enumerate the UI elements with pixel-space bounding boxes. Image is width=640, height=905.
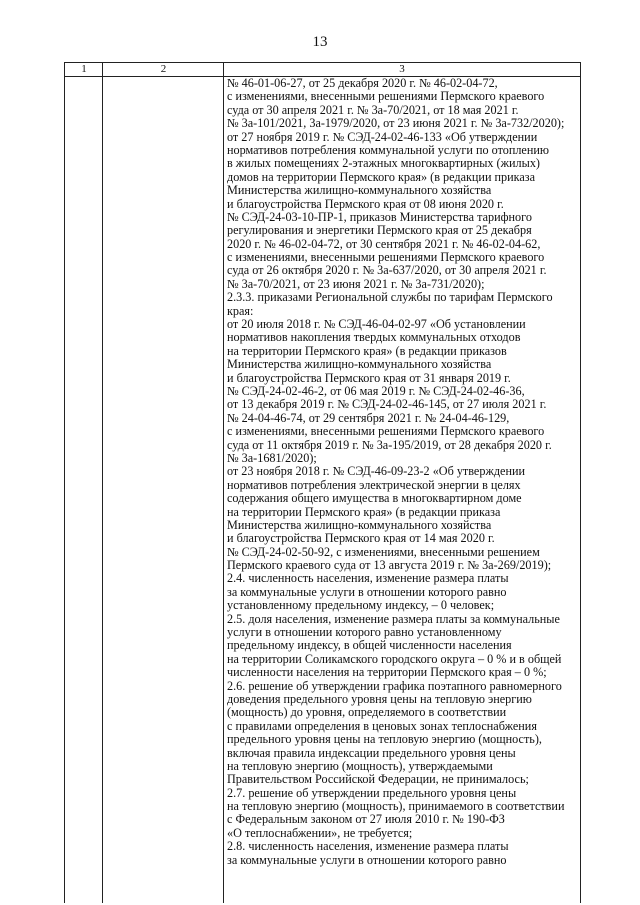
text-line: Правительством Российской Федерации, не принималось; <box>227 773 529 787</box>
text-line: № 3а-70/2021, от 23 июня 2021 г. № 3а-731/2020); <box>227 277 485 291</box>
text-line: суда от 26 октября 2020 г. № 3а-637/2020, от 30 апреля 2021 г. <box>227 264 547 278</box>
text-line: включая правила индексации предельного уровня цены <box>227 746 516 760</box>
text-line: суда от 30 апреля 2021 г. № 3а-70/2021, от 18 мая 2021 г. <box>227 103 519 117</box>
text-line: № СЭД-24-02-46-2, от 06 мая 2019 г. № СЭД-24-02-46-36, <box>227 384 525 398</box>
text-line: от 20 июля 2018 г. № СЭД-46-04-02-97 «Об установлении <box>227 318 526 332</box>
column-divider-2 <box>223 63 224 903</box>
text-line: предельного уровня цены на тепловую энергию (мощность), <box>227 733 542 747</box>
text-line: (мощность) до уровня, определяемого в соответствии <box>227 706 507 720</box>
text-line: № 3а-101/2021, 3а-1979/2020, от 23 июня 2021 г. № 3а-732/2020); <box>227 117 565 131</box>
text-line: с правилами определения в ценовых зонах теплоснабжения <box>227 719 537 733</box>
text-line: содержания общего имущества в многоквартирном доме <box>227 492 522 506</box>
text-line: Министерства жилищно-коммунального хозяйства <box>227 358 492 372</box>
text-line: установленному предельному индексу, – 0 человек; <box>227 599 495 613</box>
text-line: на территории Соликамского городского округа – 0 % и в общей <box>227 652 562 666</box>
text-line: № 24-04-46-74, от 29 сентября 2021 г. № 24-04-46-129, <box>227 411 510 425</box>
table-header-row <box>65 63 580 77</box>
text-line: нормативов накопления твердых коммунальных отходов <box>227 331 521 345</box>
text-line: нормативов потребления коммунальной услуги по отоплению <box>227 143 549 157</box>
text-line: 2.8. численность населения, изменение размера платы <box>227 840 509 854</box>
text-line: 2.6. решение об утверждении графика поэтапного равномерного <box>227 679 562 693</box>
text-line: предельному индексу, в общей численности населения <box>227 639 512 653</box>
text-line: услуги в отношении которого равно установленному <box>227 626 502 640</box>
text-line: № 3а-1681/2020); <box>227 451 317 465</box>
text-line: № СЭД-24-02-50-92, с изменениями, внесенными решением <box>227 545 540 559</box>
text-line: за коммунальные услуги в отношении которого равно <box>227 853 507 867</box>
text-line: доведения предельного уровня цены на тепловую энергию <box>227 692 532 706</box>
column-header-1: 1 <box>81 63 87 75</box>
page-number: 13 <box>312 34 328 50</box>
text-line: и благоустройства Пермского края от 31 января 2019 г. <box>227 371 511 385</box>
text-line: на тепловую энергию (мощность), принимаемого в соответствии <box>227 800 565 814</box>
column-header-2: 2 <box>160 63 167 75</box>
text-line: на территории Пермского края» (в редакции приказов <box>227 344 507 358</box>
text-line: домов на территории Пермского края» (в редакции приказа <box>227 170 536 184</box>
document-table <box>64 62 581 903</box>
text-line: Министерства жилищно-коммунального хозяйства <box>227 184 492 198</box>
text-line: на территории Пермского края» (в редакции приказа <box>227 505 501 519</box>
text-line: 2.3.3. приказами Региональной службы по тарифам Пермского <box>227 291 553 305</box>
text-line: от 13 декабря 2019 г. № СЭД-24-02-46-145, от 27 июля 2021 г. <box>227 398 547 412</box>
text-line: с изменениями, внесенными решениями Пермского краевого <box>227 90 545 104</box>
text-line: 2.5. доля населения, изменение размера платы за коммунальные <box>227 612 560 626</box>
text-line: 2.7. решение об утверждении предельного уровня цены <box>227 786 517 800</box>
text-line: с изменениями, внесенными решениями Пермского краевого <box>227 425 545 439</box>
text-line: за коммунальные услуги в отношении которого равно <box>227 585 507 599</box>
text-line: регулирования и энергетики Пермского края от 25 декабря <box>227 224 532 238</box>
text-line: с Федеральным законом от 27 июля 2010 г. № 190-ФЗ <box>227 813 505 827</box>
text-line: Пермского краевого суда от 13 августа 2019 г. № 3а-269/2019); <box>227 559 552 573</box>
text-line: нормативов потребления электрической энергии в целях <box>227 478 521 492</box>
column-divider-1 <box>102 63 103 903</box>
column-3-text <box>227 77 577 867</box>
text-line: от 23 ноября 2018 г. № СЭД-46-09-23-2 «Об утверждении <box>227 465 526 479</box>
text-line: и благоустройства Пермского края от 14 мая 2020 г. <box>227 532 495 546</box>
text-line: № 46-01-06-27, от 25 декабря 2020 г. № 46-02-04-72, <box>227 77 498 90</box>
text-line: края: <box>227 304 254 318</box>
column-header-3: 3 <box>399 63 405 75</box>
text-line: с изменениями, внесенными решениями Пермского краевого <box>227 251 545 265</box>
text-line: Министерства жилищно-коммунального хозяйства <box>227 518 492 532</box>
text-line: «О теплоснабжении», не требуется; <box>227 826 413 840</box>
text-line: в жилых помещениях 2-этажных многоквартирных (жилых) <box>227 157 540 171</box>
text-line: на тепловую энергию (мощность), утверждаемыми <box>227 759 493 773</box>
text-line: 2.4. численность населения, изменение размера платы <box>227 572 509 586</box>
text-line: суда от 11 октября 2019 г. № 3а-195/2019, от 28 декабря 2020 г. <box>227 438 552 452</box>
text-line: численности населения на территории Пермского края – 0 %; <box>227 666 547 680</box>
text-line: и благоустройства Пермского края от 08 июня 2020 г. <box>227 197 504 211</box>
text-line: № СЭД-24-03-10-ПР-1, приказов Министерства тарифного <box>227 210 532 224</box>
text-line: от 27 ноября 2019 г. № СЭД-24-02-46-133 «Об утверждении <box>227 130 538 144</box>
text-line: 2020 г. № 46-02-04-72, от 30 сентября 2021 г. № 46-02-04-62, <box>227 237 541 251</box>
